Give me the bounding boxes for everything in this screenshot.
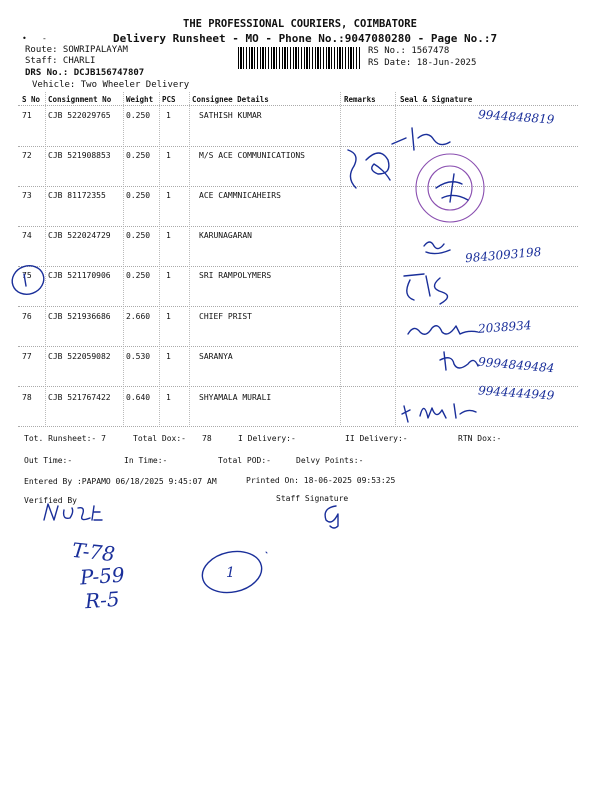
row-consignee: SHYAMALA MURALI [199,393,272,402]
grid-line [18,226,578,227]
signature-row72 [340,140,410,200]
row-weight: 2.660 [126,312,151,321]
row-consignment: CJB 521170906 [48,271,111,280]
row-consignee: SRI RAMPOLYMERS [199,271,272,280]
row-consignment: CJB 521767422 [48,393,111,402]
signature-row74 [420,236,460,258]
row-weight: 0.250 [126,151,151,160]
verified-by: Verified By [24,496,77,505]
handwritten-phone: 9994849484 [477,354,555,376]
col-seal-signature: Seal & Signature [400,95,473,104]
grid-line [18,346,578,347]
entered-by: Entered By :PAPAMO 06/18/2025 9:45:07 AM [24,477,217,486]
handwritten-tally-t: T-78 [70,537,117,567]
handwritten-phone: 9843093198 [464,244,542,266]
row-pcs: 1 [166,312,171,321]
col-consignee: Consignee Details [192,95,269,104]
total-pod: Total POD:- [218,456,271,465]
total-dox-label: Total Dox:- [133,434,186,443]
top-mark: - [42,34,47,43]
grid-line [18,426,578,427]
top-mark: • [22,34,27,43]
row-consignment: CJB 81172355 [48,191,106,200]
rs-number: RS No.: 1567478 [368,46,450,56]
grid-line [123,92,124,425]
signature-row78 [398,396,482,426]
handwritten-tally-p: P-59 [79,562,126,590]
grid-line [18,186,578,187]
handwritten-phone: 9944848819 [477,107,555,127]
row-sno: 78 [22,393,32,402]
seal-stamp [410,148,490,228]
route: Route: SOWRIPALAYAM [25,45,128,55]
col-consignment: Consignment No [48,95,112,104]
in-time: In Time:- [124,456,168,465]
vehicle: Vehicle: Two Wheeler Delivery [32,80,190,90]
grid-line [45,92,46,425]
printed-on: Printed On: 18-06-2025 09:53:25 [246,476,396,485]
col-weight: Weight [126,95,154,104]
barcode [238,47,360,69]
row-consignment: CJB 521908853 [48,151,111,160]
row-sno: 71 [22,111,32,120]
row-weight: 0.640 [126,393,151,402]
row-consignee: KARUNAGARAN [199,231,252,240]
col-remarks: Remarks [344,95,376,104]
row-sno: 75 [22,271,32,280]
row-consignment: CJB 522024729 [48,231,111,240]
row-weight: 0.530 [126,352,151,361]
company-title: THE PROFESSIONAL COURIERS, COIMBATORE [183,18,417,30]
circle-mark-row75 [8,262,48,300]
drs-number: DRS No.: DCJB156747807 [25,68,145,78]
grid-line [18,266,578,267]
grid-line [18,306,578,307]
row-consignment: CJB 522059082 [48,352,111,361]
out-time: Out Time:- [24,456,73,465]
staff-signature-label: Staff Signature [276,494,349,503]
col-pcs: PCS [162,95,176,104]
grid-line [18,105,578,106]
row-consignee: SATHISH KUMAR [199,111,262,120]
row-pcs: 1 [166,393,171,402]
signature-verified [40,498,110,526]
runsheet-title: Delivery Runsheet - MO - Phone No.:9047080280 - Page No.:7 [113,32,498,45]
col-sno: S No [22,95,41,104]
signature-row77 [438,346,482,376]
row-consignment: CJB 522029765 [48,111,111,120]
i-delivery: I Delivery:- [238,434,296,443]
row-sno: 76 [22,312,32,321]
signature-row76 [404,316,484,344]
grid-line [159,92,160,425]
row-consignment: CJB 521936686 [48,312,111,321]
row-sno: 74 [22,231,32,240]
staff: Staff: CHARLI [25,56,96,66]
total-dox-value: 78 [202,434,212,443]
circle-mark [194,546,274,596]
handwritten-phone: 2038934 [477,318,532,336]
row-pcs: 1 [166,352,171,361]
signature-staff [318,500,348,530]
row-consignee: CHIEF PRIST [199,312,252,321]
row-weight: 0.250 [126,231,151,240]
row-pcs: 1 [166,151,171,160]
row-weight: 0.250 [126,191,151,200]
row-pcs: 1 [166,231,171,240]
signature-row75 [400,266,460,308]
row-consignee: ACE CAMMNICAHEIRS [199,191,281,200]
rtn-dox: RTN Dox:- [458,434,502,443]
handwritten-tally-r: R-5 [84,586,121,614]
row-weight: 0.250 [126,271,151,280]
row-pcs: 1 [166,111,171,120]
ii-delivery: II Delivery:- [345,434,408,443]
row-pcs: 1 [166,191,171,200]
grid-line [189,92,190,425]
row-sno: 73 [22,191,32,200]
handwritten-circled-number: 1 [226,565,235,581]
row-consignee: M/S ACE COMMUNICATIONS [199,151,305,160]
handwritten-phone: 9944444949 [477,383,555,403]
delvy-points: Delvy Points:- [296,456,364,465]
row-weight: 0.250 [126,111,151,120]
row-sno: 77 [22,352,32,361]
row-pcs: 1 [166,271,171,280]
tot-runsheet: Tot. Runsheet:- 7 [24,434,106,443]
row-sno: 72 [22,151,32,160]
rs-date: RS Date: 18-Jun-2025 [368,58,477,68]
grid-line [18,146,578,147]
row-consignee: SARANYA [199,352,233,361]
